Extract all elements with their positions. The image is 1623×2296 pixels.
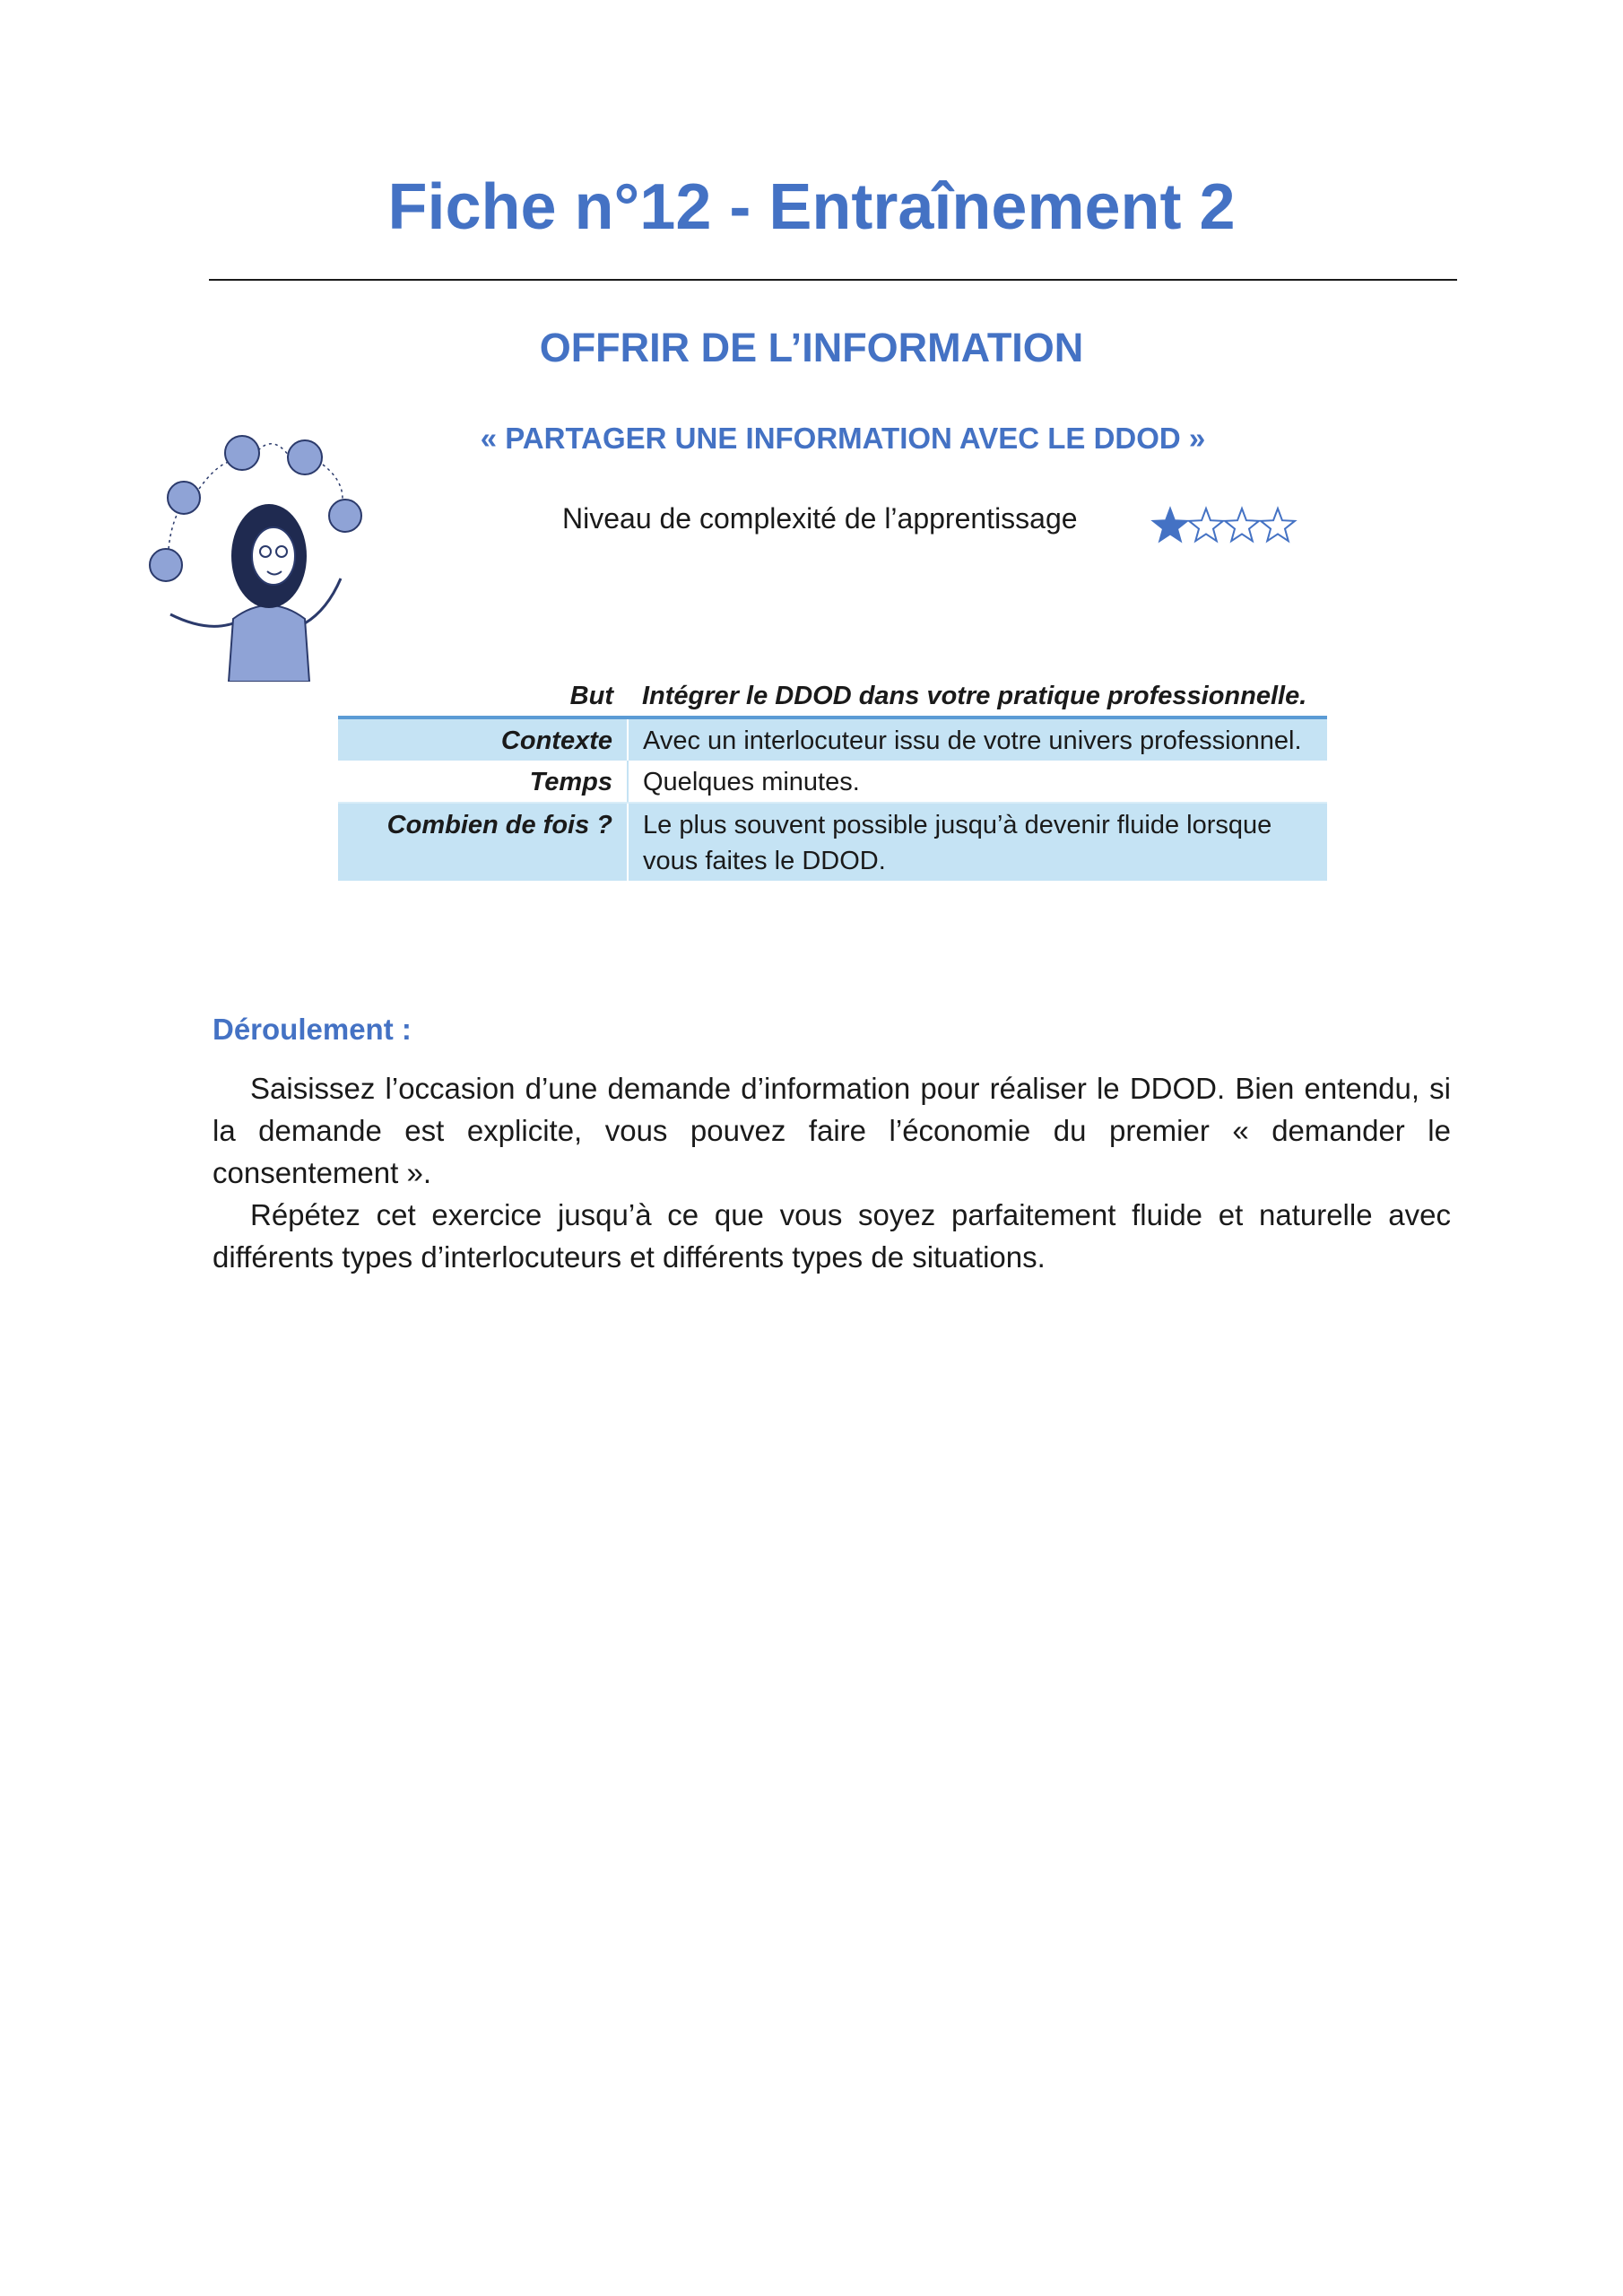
title-divider bbox=[209, 279, 1457, 281]
table-row bbox=[338, 803, 1327, 881]
empty-star-icon bbox=[1261, 509, 1295, 541]
deroulement-paragraph: Répétez cet exercice jusqu’à ce que vous soyez parfaitement fluide et naturelle avec différents types d’interlocuteurs et différents types de situations. bbox=[213, 1198, 1451, 1274]
table-row bbox=[338, 718, 1327, 761]
deroulement-body bbox=[213, 1067, 1451, 1278]
empty-star-icon bbox=[1225, 509, 1259, 541]
filled-star-icon bbox=[1153, 509, 1187, 541]
subtitle: « PARTAGER UNE INFORMATION AVEC LE DDOD » bbox=[480, 422, 1206, 455]
juggling-woman-illustration bbox=[143, 430, 377, 682]
juggling-ball-icon bbox=[329, 500, 361, 532]
complexity-rating bbox=[1150, 505, 1303, 546]
table-value-but: Intégrer le DDOD dans votre pratique professionnelle. bbox=[628, 674, 1327, 718]
deroulement-heading: Déroulement : bbox=[213, 1013, 412, 1046]
section-title: OFFRIR DE L’INFORMATION bbox=[539, 325, 1084, 370]
juggling-ball-icon bbox=[225, 436, 259, 470]
juggling-ball-icon bbox=[150, 549, 182, 581]
table-label-contexte: Contexte bbox=[338, 718, 628, 761]
table-row bbox=[338, 674, 1327, 718]
table-value-temps: Quelques minutes. bbox=[628, 761, 1327, 803]
table-label-combien: Combien de fois ? bbox=[338, 803, 628, 881]
table-value-contexte: Avec un interlocuteur issu de votre univers professionnel. bbox=[628, 718, 1327, 761]
page-title: Fiche n°12 - Entraînement 2 bbox=[387, 171, 1236, 243]
table-value-combien: Le plus souvent possible jusqu’à devenir fluide lorsque vous faites le DDOD. bbox=[628, 803, 1327, 881]
deroulement-paragraph: Saisissez l’occasion d’une demande d’information pour réaliser le DDOD. Bien entendu, si la demande est explicite, vous pouvez faire l’économie du premier « demander le consentement ». bbox=[213, 1072, 1451, 1189]
empty-star-icon bbox=[1189, 509, 1223, 541]
table-label-temps: Temps bbox=[338, 761, 628, 803]
table-label-but: But bbox=[338, 674, 628, 718]
juggling-ball-icon bbox=[288, 440, 322, 474]
juggling-ball-icon bbox=[168, 482, 200, 514]
info-table bbox=[338, 674, 1327, 881]
complexity-label: Niveau de complexité de l’apprentissage bbox=[562, 502, 1078, 535]
table-row bbox=[338, 761, 1327, 803]
